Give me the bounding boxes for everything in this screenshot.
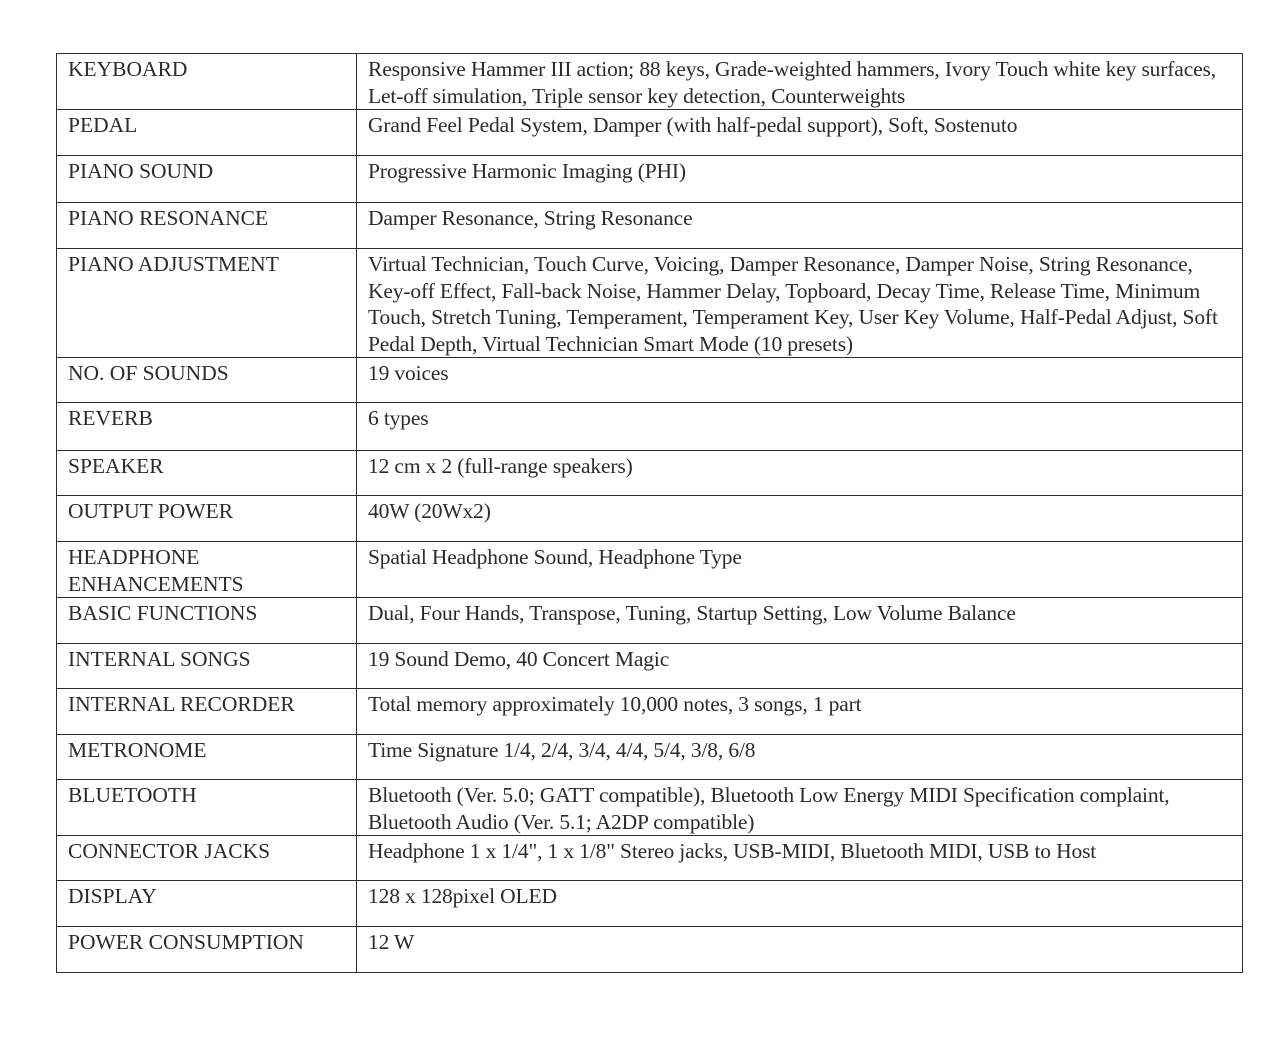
spec-value: Headphone 1 x 1/4", 1 x 1/8" Stereo jacks, USB-MIDI, Bluetooth MIDI, USB to Host [357, 836, 1243, 881]
table-row [57, 927, 1243, 973]
spec-value: Spatial Headphone Sound, Headphone Type [357, 542, 1243, 598]
table-row [57, 780, 1243, 836]
spec-label: METRONOME [57, 735, 357, 780]
spec-value: Time Signature 1/4, 2/4, 3/4, 4/4, 5/4, 3/8, 6/8 [357, 735, 1243, 780]
spec-label: PIANO ADJUSTMENT [57, 249, 357, 358]
spec-label: OUTPUT POWER [57, 496, 357, 542]
spec-value: Responsive Hammer III action; 88 keys, Grade-weighted hammers, Ivory Touch white key surfaces, Let-off simulation, Triple sensor key detection, Counterweights [357, 54, 1243, 110]
table-row [57, 203, 1243, 249]
table-row [57, 156, 1243, 203]
table-row [57, 689, 1243, 735]
spec-value: Damper Resonance, String Resonance [357, 203, 1243, 249]
table-row [57, 598, 1243, 644]
spec-value: Bluetooth (Ver. 5.0; GATT compatible), Bluetooth Low Energy MIDI Specification complaint, Bluetooth Audio (Ver. 5.1; A2DP compatible) [357, 780, 1243, 836]
table-row [57, 881, 1243, 927]
spec-value: 128 x 128pixel OLED [357, 881, 1243, 927]
spec-table [56, 53, 1243, 973]
table-row [57, 54, 1243, 110]
table-row [57, 735, 1243, 780]
spec-value: 12 cm x 2 (full-range speakers) [357, 451, 1243, 496]
spec-label: HEADPHONE ENHANCEMENTS [57, 542, 357, 598]
spec-label: PEDAL [57, 110, 357, 156]
spec-label: CONNECTOR JACKS [57, 836, 357, 881]
table-row [57, 496, 1243, 542]
spec-table-body [57, 54, 1243, 973]
spec-label: BASIC FUNCTIONS [57, 598, 357, 644]
spec-label: BLUETOOTH [57, 780, 357, 836]
table-row [57, 644, 1243, 689]
spec-label: REVERB [57, 403, 357, 451]
spec-label: KEYBOARD [57, 54, 357, 110]
spec-value: 19 Sound Demo, 40 Concert Magic [357, 644, 1243, 689]
table-row [57, 358, 1243, 403]
spec-label: INTERNAL RECORDER [57, 689, 357, 735]
spec-value: Grand Feel Pedal System, Damper (with half-pedal support), Soft, Sostenuto [357, 110, 1243, 156]
table-row [57, 542, 1243, 598]
table-row [57, 249, 1243, 358]
spec-label: NO. OF SOUNDS [57, 358, 357, 403]
spec-label: SPEAKER [57, 451, 357, 496]
spec-label: INTERNAL SONGS [57, 644, 357, 689]
spec-value: 12 W [357, 927, 1243, 973]
table-row [57, 836, 1243, 881]
spec-label: DISPLAY [57, 881, 357, 927]
spec-label: PIANO RESONANCE [57, 203, 357, 249]
spec-value: 40W (20Wx2) [357, 496, 1243, 542]
table-row [57, 451, 1243, 496]
spec-value: 19 voices [357, 358, 1243, 403]
spec-value: 6 types [357, 403, 1243, 451]
spec-value: Virtual Technician, Touch Curve, Voicing, Damper Resonance, Damper Noise, String Resonance, Key-off Effect, Fall-back Noise, Hammer Delay, Topboard, Decay Time, Release Time, Minimum Touch, Stretch Tuning, Temperament, Temperament Key, User Key Volume, Half-Pedal Adjust, Soft Pedal Depth, Virtual Technician Smart Mode (10 presets) [357, 249, 1243, 358]
spec-label: PIANO SOUND [57, 156, 357, 203]
spec-value: Progressive Harmonic Imaging (PHI) [357, 156, 1243, 203]
spec-label: POWER CONSUMPTION [57, 927, 357, 973]
spec-value: Total memory approximately 10,000 notes, 3 songs, 1 part [357, 689, 1243, 735]
table-row [57, 110, 1243, 156]
table-row [57, 403, 1243, 451]
spec-value: Dual, Four Hands, Transpose, Tuning, Startup Setting, Low Volume Balance [357, 598, 1243, 644]
